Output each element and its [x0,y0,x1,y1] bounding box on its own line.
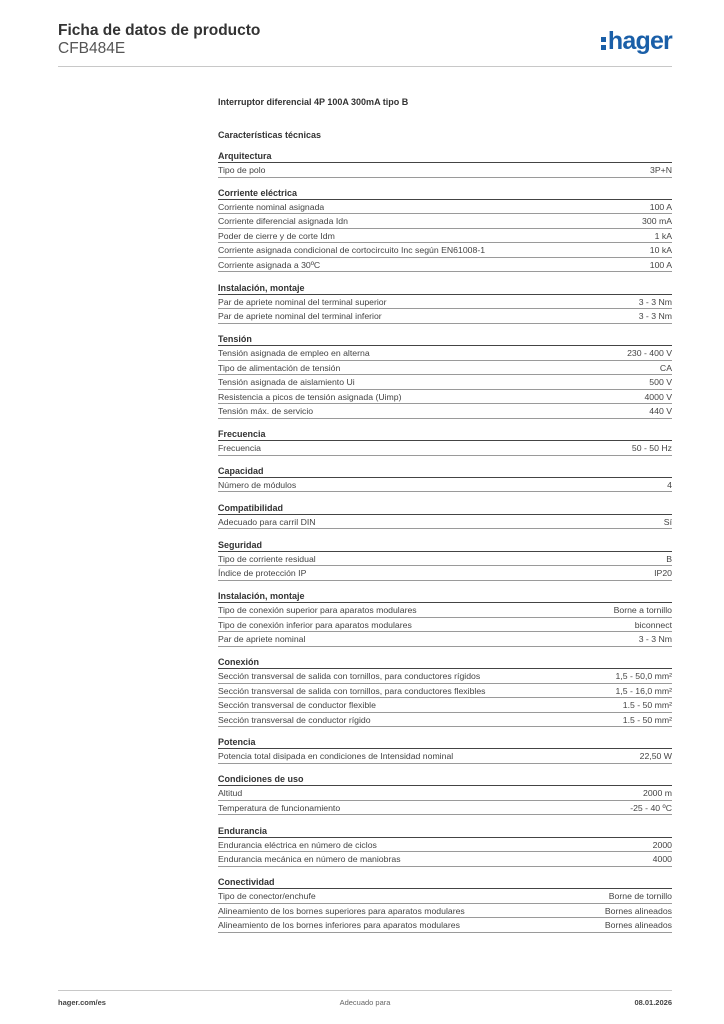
document-title: Ficha de datos de producto [58,22,261,39]
spec-label: Par de apriete nominal [218,634,306,645]
spec-label: Tipo de corriente residual [218,553,316,564]
spec-label: Potencia total disipada en condiciones de Intensidad nominal [218,751,454,762]
spec-row [218,361,672,376]
spec-group [218,187,672,273]
spec-value: 3 - 3 Nm [638,634,672,645]
spec-row [218,698,672,713]
spec-value: Sí [663,516,672,527]
footer-center-text: Adecuado para [339,998,391,1007]
spec-row [218,258,672,273]
spec-row [218,632,672,647]
spec-value: 500 V [649,377,672,388]
spec-row [218,214,672,229]
logo-dots-icon [601,34,606,51]
spec-row [218,603,672,618]
spec-row [218,618,672,633]
spec-row [218,375,672,390]
spec-value: IP20 [654,568,672,579]
spec-group-title: Conectividad [218,876,672,889]
spec-value: 1,5 - 50,0 mm² [615,671,672,682]
spec-row [218,295,672,310]
spec-label: Tensión máx. de servicio [218,406,314,417]
spec-label: Alineamiento de los bornes superiores para aparatos modulares [218,905,465,916]
spec-row [218,838,672,853]
spec-group [218,428,672,456]
spec-label: Tipo de polo [218,165,266,175]
spec-label: Sección transversal de salida con tornillos, para conductores rígidos [218,671,481,682]
spec-value: 1,5 - 16,0 mm² [615,685,672,696]
hager-logo [601,26,672,56]
spec-value: 440 V [649,406,672,417]
spec-label: Endurancia mecánica en número de maniobras [218,854,401,865]
spec-value: 50 - 50 Hz [631,443,672,454]
spec-row [218,566,672,581]
spec-label: Tipo de alimentación de tensión [218,362,341,373]
spec-value: 3P+N [650,165,672,175]
spec-value: B [666,553,672,564]
spec-label: Frecuencia [218,443,261,454]
spec-row [218,229,672,244]
spec-value: Bornes alineados [604,920,672,931]
spec-group [218,736,672,764]
spec-label: Resistencia a picos de tensión asignada (Uimp) [218,391,402,402]
spec-group [218,465,672,493]
spec-group [218,773,672,815]
spec-row [218,200,672,215]
spec-label: Par de apriete nominal del terminal superior [218,296,387,307]
spec-row [218,669,672,684]
spec-label: Par de apriete nominal del terminal inferior [218,311,382,322]
spec-label: Tipo de conector/enchufe [218,891,316,902]
spec-value: 2000 m [643,788,672,799]
spec-value: 100 A [649,201,672,212]
spec-value: 4 [667,479,672,490]
page-header [58,22,260,58]
spec-label: Índice de protección IP [218,568,307,579]
spec-label: Tipo de conexión inferior para aparatos modulares [218,619,412,630]
spec-value: 1 kA [654,230,672,241]
spec-label: Tensión asignada de empleo en alterna [218,348,370,359]
spec-row [218,852,672,867]
spec-row [218,390,672,405]
spec-group [218,876,672,933]
spec-row [218,515,672,530]
spec-row [218,309,672,324]
footer-website: hager.com/es [58,998,106,1007]
spec-row [218,749,672,764]
spec-value: 1.5 - 50 mm² [622,700,672,711]
footer-divider [58,990,672,991]
spec-group-title: Tensión [218,333,672,346]
spec-label: Sección transversal de conductor flexible [218,700,376,711]
spec-label: Adecuado para carril DIN [218,516,316,527]
spec-content [218,96,672,933]
spec-groups [218,150,672,933]
spec-value: 3 - 3 Nm [638,311,672,322]
spec-value: biconnect [634,619,672,630]
spec-group-title: Instalación, montaje [218,590,672,603]
spec-value: 1.5 - 50 mm² [622,714,672,725]
spec-group [218,656,672,727]
spec-group-title: Seguridad [218,539,672,552]
spec-group [218,825,672,867]
spec-value: -25 - 40 ºC [630,802,672,813]
spec-row [218,552,672,567]
spec-group-title: Condiciones de uso [218,773,672,786]
spec-group [218,539,672,581]
page-footer [58,998,672,1010]
spec-group-title: Potencia [218,736,672,749]
spec-row [218,918,672,933]
spec-value: 100 A [649,259,672,270]
spec-value: 22,50 W [639,751,672,762]
spec-label: Sección transversal de salida con tornillos, para conductores flexibles [218,685,486,696]
spec-value: Borne de tornillo [608,891,672,902]
spec-label: Corriente asignada a 30ºC [218,259,321,270]
spec-value: 3 - 3 Nm [638,296,672,307]
spec-group [218,333,672,419]
spec-row [218,801,672,816]
spec-label: Corriente diferencial asignada Idn [218,216,348,227]
spec-group-title: Arquitectura [218,150,672,163]
logo-text: hager [607,27,672,55]
spec-label: Temperatura de funcionamiento [218,802,341,813]
spec-label: Corriente asignada condicional de cortocircuito Inc según EN61008-1 [218,245,486,256]
spec-row [218,243,672,258]
spec-value: 230 - 400 V [627,348,672,359]
spec-value: 4000 V [644,391,672,402]
spec-value: Bornes alineados [604,905,672,916]
spec-label: Alineamiento de los bornes inferiores para aparatos modulares [218,920,460,931]
spec-label: Número de módulos [218,479,297,490]
product-code: CFB484E [58,40,126,57]
spec-group [218,150,672,178]
spec-value: 300 mA [642,216,672,227]
spec-row [218,713,672,728]
spec-row [218,441,672,456]
spec-label: Altitud [218,788,243,799]
spec-group-title: Instalación, montaje [218,282,672,295]
spec-group [218,502,672,530]
spec-value: CA [659,362,672,373]
spec-label: Tensión asignada de aislamiento Ui [218,377,355,388]
spec-group-title: Capacidad [218,465,672,478]
spec-group-title: Endurancia [218,825,672,838]
spec-group-title: Corriente eléctrica [218,187,672,200]
spec-value: 2000 [652,839,672,850]
spec-value: 4000 [652,854,672,865]
spec-group [218,282,672,324]
spec-group-title: Frecuencia [218,428,672,441]
spec-value: Borne a tornillo [613,605,672,616]
spec-row [218,786,672,801]
spec-group-title: Conexión [218,656,672,669]
spec-label: Tipo de conexión superior para aparatos modulares [218,605,417,616]
product-name: Interruptor diferencial 4P 100A 300mA tipo B [218,97,409,107]
spec-row [218,163,672,178]
spec-row [218,684,672,699]
spec-row [218,346,672,361]
spec-label: Corriente nominal asignada [218,201,325,212]
specs-title: Características técnicas [218,130,322,140]
spec-row [218,889,672,904]
spec-value: 10 kA [649,245,672,256]
spec-label: Endurancia eléctrica en número de ciclos [218,839,377,850]
spec-group-title: Compatibilidad [218,502,672,515]
spec-row [218,404,672,419]
spec-row [218,904,672,919]
spec-row [218,478,672,493]
spec-label: Sección transversal de conductor rígido [218,714,371,725]
footer-date: 08.01.2026 [634,998,672,1007]
spec-group [218,590,672,647]
spec-label: Poder de cierre y de corte Idm [218,230,335,241]
header-divider [58,66,672,67]
